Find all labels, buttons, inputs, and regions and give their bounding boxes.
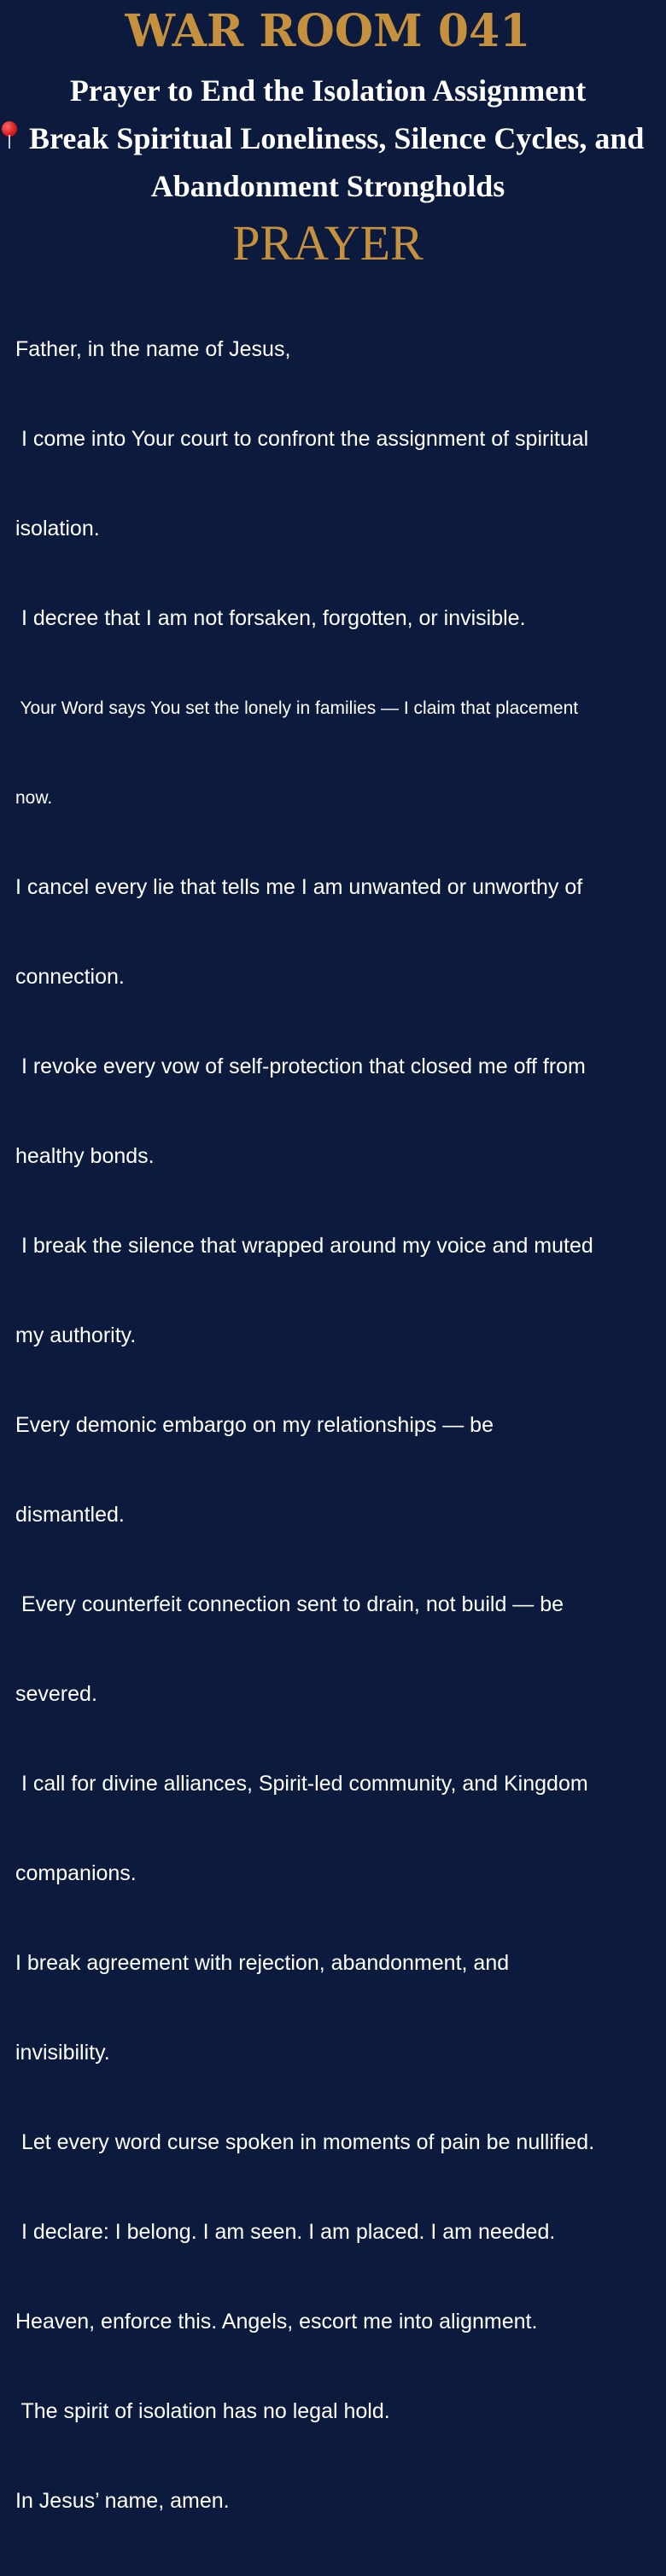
prayer-line: In Jesus’ name, amen. [15,2489,230,2513]
prayer-line: invisibility. [15,2041,110,2065]
subtitle-line-2-row [0,114,666,162]
subtitle-line-2: Break Spiritual Loneliness, Silence Cycles, and [29,121,645,155]
prayer-line: Your Word says You set the lonely in families — I claim that placement [15,698,579,718]
prayer-line: connection. [15,965,125,989]
prayer-line: severed. [15,1682,97,1706]
prayer-line: The spirit of isolation has no legal hold. [15,2399,390,2423]
subtitle-line-3: Abandonment Strongholds [150,169,505,203]
prayer-line: I call for divine alliances, Spirit-led community, and Kingdom [15,1772,588,1796]
prayer-line: I break agreement with rejection, abandonment, and [15,1951,510,1975]
prayer-line: I declare: I belong. I am seen. I am placed. I am needed. [15,2220,556,2244]
prayer-line: Every counterfeit connection sent to drain, not build — be [15,1592,564,1616]
prayer-line: companions. [15,1861,137,1885]
prayer-line: Father, in the name of Jesus, [15,337,291,361]
prayer-line: I decree that I am not forsaken, forgotten, or invisible. [15,606,526,630]
prayer-line: isolation. [15,517,100,540]
prayer-line: now. [15,788,53,808]
page-title: WAR ROOM 041 [125,5,531,57]
prayer-line: Heaven, enforce this. Angels, escort me into alignment. [15,2310,538,2334]
prayer-line: Every demonic embargo on my relationships — be [15,1413,494,1437]
prayer-line: I break the silence that wrapped around my voice and muted [15,1234,593,1258]
prayer-line: I cancel every lie that tells me I am unwanted or unworthy of [15,875,583,899]
round-pushpin-icon [0,120,17,154]
subtitle-line-1: Prayer to End the Isolation Assignment [69,73,587,108]
prayer-line: dismantled. [15,1503,125,1527]
prayer-line: I come into Your court to confront the assignment of spiritual [15,427,589,451]
prayer-body [15,275,647,2576]
prayer-line: Let every word curse spoken in moments of pain be nullified. [15,2130,595,2154]
prayer-line: healthy bonds. [15,1144,155,1168]
prayer-line: I revoke every vow of self-protection that closed me off from [15,1054,586,1078]
prayer-line: my authority. [15,1323,137,1347]
section-heading: PRAYER [232,215,424,271]
